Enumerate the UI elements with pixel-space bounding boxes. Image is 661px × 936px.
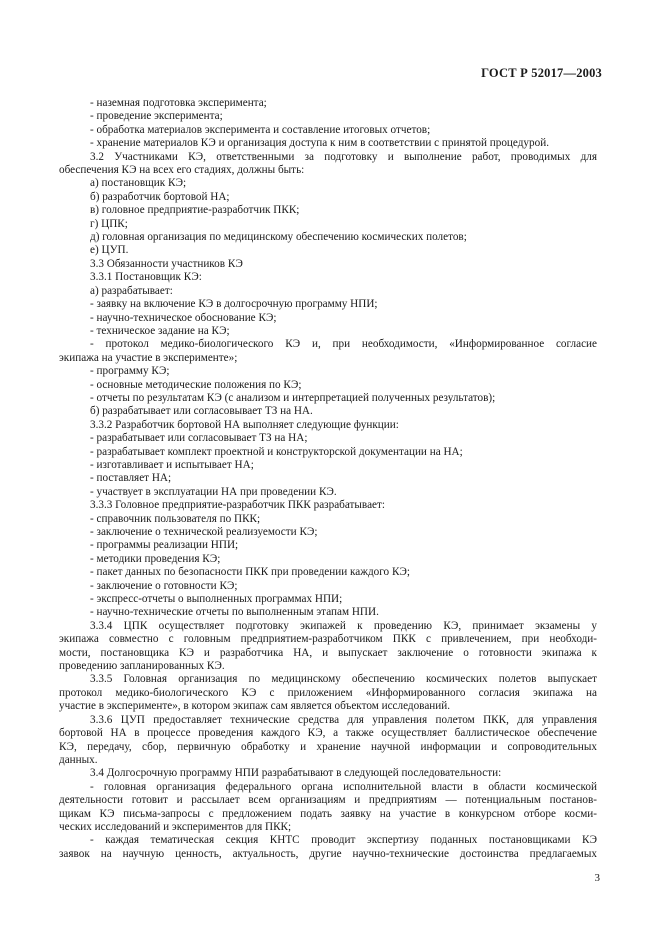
text-line: б) разрабатывает или согласовывает ТЗ на НА. [90,405,313,418]
text-line: - научно-технические отчеты по выполненным этапам НПИ. [90,606,379,619]
text-line: - головная организация федерального органа исполнительной власти в области космической [90,780,597,793]
text-line: участие в эксперименте», в котором экипаж сам является объектом исследований. [59,700,451,713]
text-line: - протокол медико-биологического КЭ и, при необходимости, «Информированное согласие [90,338,597,351]
text-line: - программы реализации НПИ; [90,539,239,552]
text-line: - проведение эксперимента; [90,110,223,123]
text-line: КЭ, передачу, сбор, первичную обработку и хранение научной информации и сопроводительных [59,740,597,753]
text-line: - заключение о технической реализуемости КЭ; [90,526,318,538]
text-line: д) головная организация по медицинскому обеспечению космических полетов; [90,231,467,244]
text-line: - поставляет НА; [90,472,172,485]
text-line: 3.4 Долгосрочную программу НПИ разрабатывают в следующей последовательности: [90,767,502,780]
text-line: б) разработчик бортовой НА; [90,190,230,203]
page-number: 3 [594,872,600,884]
text-line: 3.3.5 Головная организация по медицинскому обеспечению космических полетов выпускает [90,673,597,686]
text-line: а) постановщик КЭ; [90,177,187,190]
text-line: деятельности готовит и рассылает всем организациям и предприятиям — потенциальным постанов- [59,794,597,807]
text-line: г) ЦПК; [90,217,128,230]
document-body [59,97,597,861]
text-line: заявок на научную ценность, актуальность, другие научно-технические достоинства предлагаемых [59,847,597,860]
text-line: е) ЦУП. [90,244,129,257]
text-line: а) разрабатывает: [90,284,173,297]
text-line: в) головное предприятие-разработчик ПКК; [90,204,300,217]
text-line: протокол медико-биологического КЭ с приложением «Информированного согласия экипажа на [59,686,597,699]
text-line: 3.3.3 Головное предприятие-разработчик ПКК разрабатывает: [90,499,385,512]
text-line: данных. [59,753,98,766]
text-line: 3.3.4 ЦПК осуществляет подготовку экипажей к проведению КЭ, принимает экзамены у [90,619,597,632]
text-line: - хранение материалов КЭ и организация доступа к ним в соответствии с принятой процедурой. [90,137,549,150]
text-line: 3.3.1 Постановщик КЭ: [90,271,202,284]
text-line: - обработка материалов эксперимента и составление итоговых отчетов; [90,123,431,136]
text-line: - техническое задание на КЭ; [90,324,230,337]
text-line: - изготавливает и испытывает НА; [90,458,254,471]
text-line: мости, постановщика КЭ и разработчика НА, и выпускает заключение о готовности экипажа к [59,646,597,659]
text-line: ческих исследований и экспериментов для ПКК; [59,820,292,833]
text-line: 3.3.6 ЦУП предоставляет технические средства для управления полетом ПКК, для управления [90,713,597,726]
text-line: - отчеты по результатам КЭ (с анализом и интерпретацией полученных результатов); [90,391,496,404]
text-line: - разрабатывает комплект проектной и конструкторской документации на НА; [90,445,463,458]
text-line: - научно-техническое обоснование КЭ; [90,311,277,324]
text-line: - участвует в эксплуатации НА при проведении КЭ. [90,485,337,498]
text-line: - пакет данных по безопасности ПКК при проведении каждого КЭ; [90,566,411,579]
text-line: - экспресс-отчеты о выполненных программах НПИ; [90,593,343,606]
text-line: бортовой НА в процессе проведения каждого КЭ, а также осуществляет баллистическое обеспечение [59,727,597,740]
text-line: экипажа на участие в эксперименте»; [59,351,238,364]
text-line: - основные методические положения по КЭ; [90,378,302,391]
text-line: 3.3 Обязанности участников КЭ [90,257,243,270]
text-line: экипажа совместно с головным предприятием-разработчиком ПКК с привлечением, при необходи- [59,633,597,646]
text-line: - каждая тематическая секция КНТС проводит экспертизу поданных постановщиками КЭ [90,834,597,847]
standard-designation: ГОСТ Р 52017—2003 [481,66,602,80]
text-line: щикам КЭ письма-запросы с предложением подать заявку на участие в конкурсном отборе косми- [59,807,597,820]
text-line: - наземная подготовка эксперимента; [90,97,267,109]
text-line: - методики проведения КЭ; [90,552,221,565]
text-line: - заявку на включение КЭ в долгосрочную программу НПИ; [90,298,378,311]
text-line: - программу КЭ; [90,365,170,378]
text-line: обеспечения КЭ на всех его стадиях, должны быть: [59,164,305,177]
text-line: 3.2 Участниками КЭ, ответственными за подготовку и выполнение работ, проводимых для [90,150,597,163]
text-line: 3.3.2 Разработчик бортовой НА выполняет следующие функции: [90,418,399,431]
text-line: - разрабатывает или согласовывает ТЗ на НА; [90,432,308,445]
text-line: - заключение о готовности КЭ; [90,579,238,592]
text-line: - справочник пользователя по ПКК; [90,512,261,525]
text-line: проведению запланированных КЭ. [59,660,225,673]
